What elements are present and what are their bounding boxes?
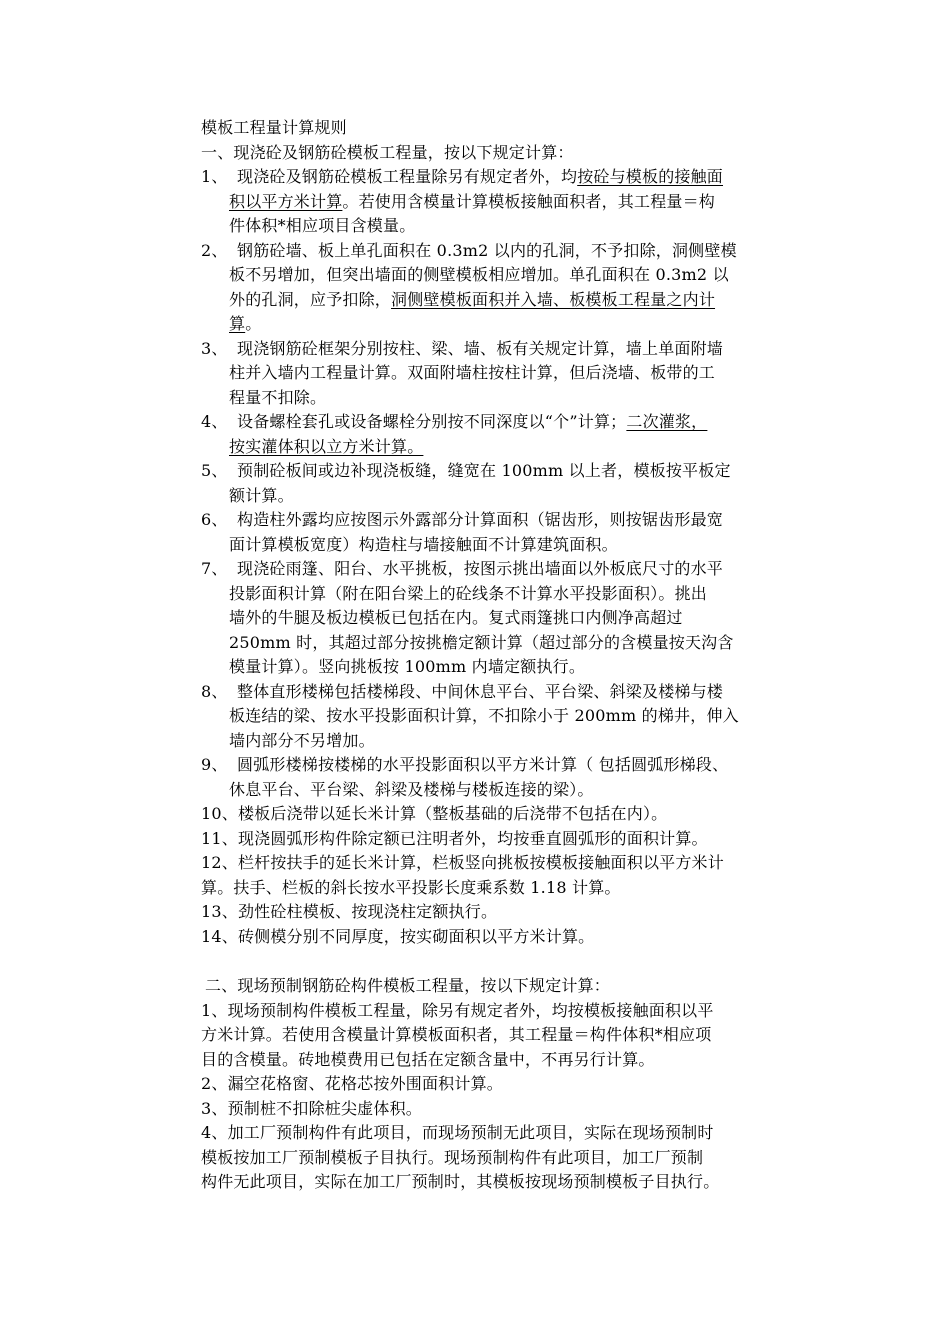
section2-line: 1、现场预制构件模板工程量，除另有规定者外，均按模板接触面积以平 xyxy=(201,1000,714,1020)
section1-item-8: 8、 整体直形楼梯包括楼梯段、中间休息平台、平台梁、斜梁及楼梯与楼 板连结的梁、按水平投影面积计算，不扣除小于 200mm 的梯井，伸入 墙内部分不另增加。 xyxy=(201,681,739,750)
underlined-text: 按实灌体积以立方米计算。 xyxy=(229,436,424,456)
section1-item-5: 5、 预制砼板间或边补现浇板缝，缝宽在 100mm 以上者，模板按平板定 额计算。 xyxy=(201,461,731,505)
section2-line: 3、预制桩不扣除桩尖虚体积。 xyxy=(201,1098,422,1118)
document-body xyxy=(201,116,809,1195)
underlined-text: 算 xyxy=(229,314,246,333)
section-gap xyxy=(201,949,809,974)
section1-item-11: 11、现浇圆弧形构件除定额已注明者外，均按垂直圆弧形的面积计算。 xyxy=(201,828,708,848)
section1-item-3: 3、 现浇钢筋砼框架分别按柱、梁、墙、板有关规定计算，墙上单面附墙 柱并入墙内工程量计算。双面附墙柱按柱计算，但后浇墙、板带的工 程量不扣除。 xyxy=(201,338,724,407)
section1-item-13: 13、劲性砼柱模板、按现浇柱定额执行。 xyxy=(201,902,498,921)
section2-line: 4、加工厂预制构件有此项目，而现场预制无此项目，实际在现场预制时 xyxy=(201,1123,714,1142)
section1-item-1: 1、 现浇砼及钢筋砼模板工程量除另有规定者外，均按砼与模板的接触面 积以平方米计算。若使用含模量计算模板接触面积者，其工程量＝构 件体积*相应项目含模量。 xyxy=(201,167,724,235)
section2-heading: 二、现场预制钢筋砼构件模板工程量，按以下规定计算： xyxy=(205,976,611,995)
section1-heading: 一、现浇砼及钢筋砼模板工程量，按以下规定计算： xyxy=(201,142,574,162)
section1-item-14: 14、砖侧模分别不同厚度，按实砌面积以平方米计算。 xyxy=(201,926,595,946)
underlined-text: 按砼与模板的接触面 xyxy=(577,167,724,186)
section1-item-4: 4、 设备螺栓套孔或设备螺栓分别按不同深度以“个”计算；二次灌浆， 按实灌体积以立方米计算。 xyxy=(201,412,708,456)
section2-line: 模板按加工厂预制模板子目执行。现场预制构件有此项目，加工厂预制 xyxy=(201,1147,704,1167)
document-title: 模板工程量计算规则 xyxy=(201,118,347,137)
section1-item-9: 9、 圆弧形楼梯按楼梯的水平投影面积以平方米计算（ 包括圆弧形梯段、 休息平台、平台梁、斜梁及楼梯与楼板连接的梁）。 xyxy=(201,755,729,799)
section1-item-2: 2、 钢筋砼墙、板上单孔面积在 0.3m2 以内的孔洞，不予扣除，洞侧壁模 板不另增加，但突出墙面的侧壁模板相应增加。单孔面积在 0.3m2 以 外的孔洞，应予扣除，洞侧壁模板面积并入墙、板模板工程量之内计 算。 xyxy=(201,240,737,333)
section1-item-6: 6、 构造柱外露均应按图示外露部分计算面积（锯齿形，则按锯齿形最宽 面计算模板宽度）构造柱与墙接触面不计算建筑面积。 xyxy=(201,510,724,554)
section1-item-12: 12、栏杆按扶手的延长米计算，栏板竖向挑板按模板接触面积以平方米计 xyxy=(201,853,724,872)
underlined-text: 积以平方米计算 xyxy=(229,191,343,211)
section2-line: 2、漏空花格窗、花格芯按外围面积计算。 xyxy=(201,1074,503,1093)
section2-line: 目的含模量。砖地模费用已包括在定额含量中，不再另行计算。 xyxy=(201,1049,655,1069)
section2-line: 方米计算。若使用含模量计算模板面积者，其工程量＝构件体积*相应项 xyxy=(201,1025,712,1044)
section1-item-12-cont: 算。扶手、栏板的斜长按水平投影长度乘系数 1.18 计算。 xyxy=(201,877,621,897)
underlined-text: 洞侧壁模板面积并入墙、板模板工程量之内计 xyxy=(391,289,716,309)
section1-item-7: 7、 现浇砼雨篷、阳台、水平挑板，按图示挑出墙面以外板底尺寸的水平 投影面积计算（附在阳台梁上的砼线条不计算水平投影面积）。挑出 墙外的牛腿及板边模板已包括在内。复式雨篷挑口内侧净高超过 250mm 时，其超过部分按挑檐定额计算（超过部分的含模量按天沟含 模量计算）。竖向挑板按 100mm 内墙定额执行。 xyxy=(201,559,734,676)
underlined-text: 二次灌浆， xyxy=(626,412,708,431)
section1-item-10: 10、楼板后浇带以延长米计算（整板基础的后浇带不包括在内）。 xyxy=(201,804,668,823)
section2-line: 构件无此项目，实际在加工厂预制时，其模板按现场预制模板子目执行。 xyxy=(201,1172,720,1191)
